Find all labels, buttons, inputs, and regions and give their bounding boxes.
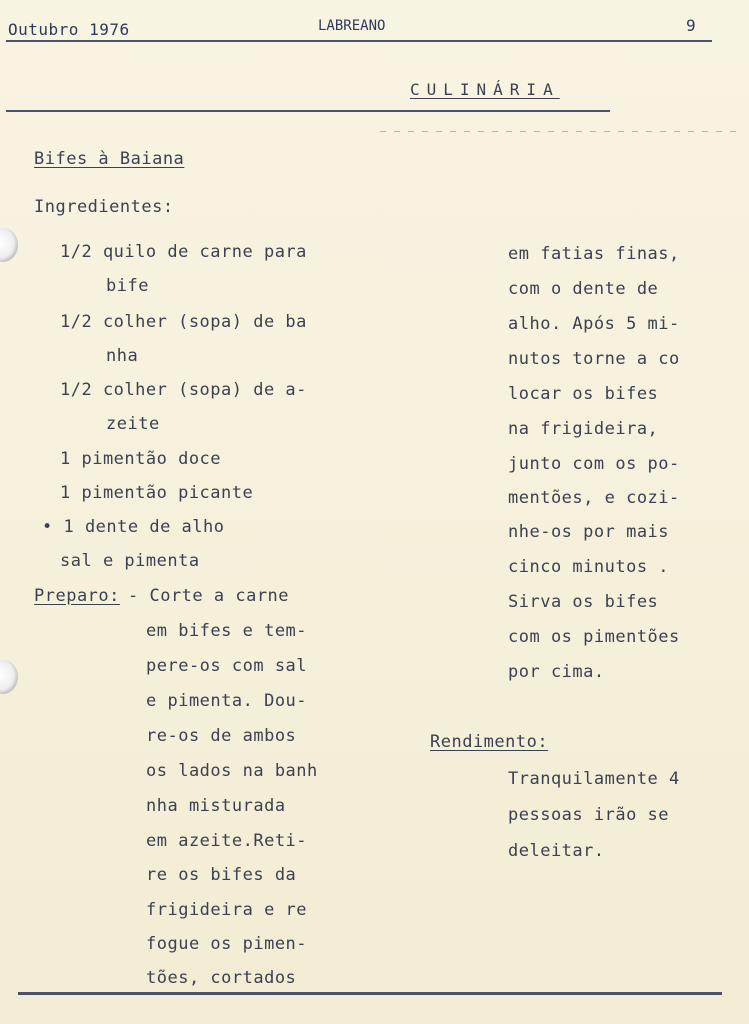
preparo-line: os lados na banh — [146, 761, 318, 781]
header-rule — [6, 40, 712, 42]
preparo-line: pere-os com sal — [146, 656, 308, 676]
preparo-line: re-os de ambos — [146, 726, 297, 746]
preparo-line: Sirva os bifes — [508, 592, 659, 612]
preparo-line: junto com os po- — [508, 454, 680, 474]
preparo-line: nhe-os por mais — [508, 522, 670, 542]
preparo-line: na frigideira, — [508, 419, 659, 439]
preparo-line: re os bifes da — [146, 865, 297, 885]
header-publication: LABREANO — [318, 18, 386, 34]
preparo-line: alho. Após 5 mi- — [508, 314, 680, 334]
preparo-line: em fatias finas, — [508, 244, 680, 264]
ingredient-line: sal e pimenta — [60, 551, 200, 571]
footer-rule — [18, 992, 722, 995]
rendimento-label: Rendimento: — [430, 732, 549, 752]
rendimento-line: pessoas irão se — [508, 805, 670, 825]
preparo-label: Preparo: — [34, 586, 120, 606]
preparo-line: nutos torne a co — [508, 349, 680, 369]
preparo-line: e pimenta. Dou- — [146, 691, 308, 711]
preparo-line: com o dente de — [508, 279, 659, 299]
ingredients-heading: Ingredientes: — [34, 197, 174, 217]
preparo-line: por cima. — [508, 662, 605, 682]
ingredient-line: 1/2 colher (sopa) de ba — [60, 312, 307, 332]
ingredient-line: 1/2 quilo de carne para — [60, 242, 307, 262]
preparo-line: cinco minutos . — [508, 557, 670, 577]
preparo-line: - Corte a carne — [128, 586, 290, 606]
recipe-title: Bifes à Baiana — [34, 149, 185, 169]
ingredient-line: zeite — [106, 414, 160, 434]
header-date: Outubro 1976 — [8, 20, 130, 39]
faint-dashed-line — [380, 131, 740, 132]
ingredient-line: 1 pimentão doce — [60, 449, 222, 469]
preparo-line: fogue os pimen- — [146, 934, 308, 954]
ingredient-line: 1/2 colher (sopa) de a- — [60, 380, 307, 400]
preparo-line: tões, cortados — [146, 968, 297, 988]
preparo-line: nha misturada — [146, 796, 286, 816]
ingredient-line: 1 pimentão picante — [60, 483, 254, 503]
preparo-line: com os pimentões — [508, 627, 680, 647]
preparo-line: frigideira e re — [146, 900, 308, 920]
section-title: CULINÁRIA — [410, 80, 560, 99]
ingredient-line: nha — [106, 346, 139, 366]
preparo-line: mentões, e cozi- — [508, 488, 680, 508]
header-page-number: 9 — [686, 16, 697, 35]
ingredient-line: • 1 dente de alho — [42, 517, 225, 537]
preparo-line: em azeite.Reti- — [146, 831, 308, 851]
preparo-line: locar os bifes — [508, 384, 659, 404]
preparo-line: em bifes e tem- — [146, 621, 308, 641]
section-rule — [6, 110, 610, 112]
ingredient-line: bife — [106, 276, 149, 296]
rendimento-line: Tranquilamente 4 — [508, 769, 680, 789]
rendimento-line: deleitar. — [508, 841, 605, 861]
